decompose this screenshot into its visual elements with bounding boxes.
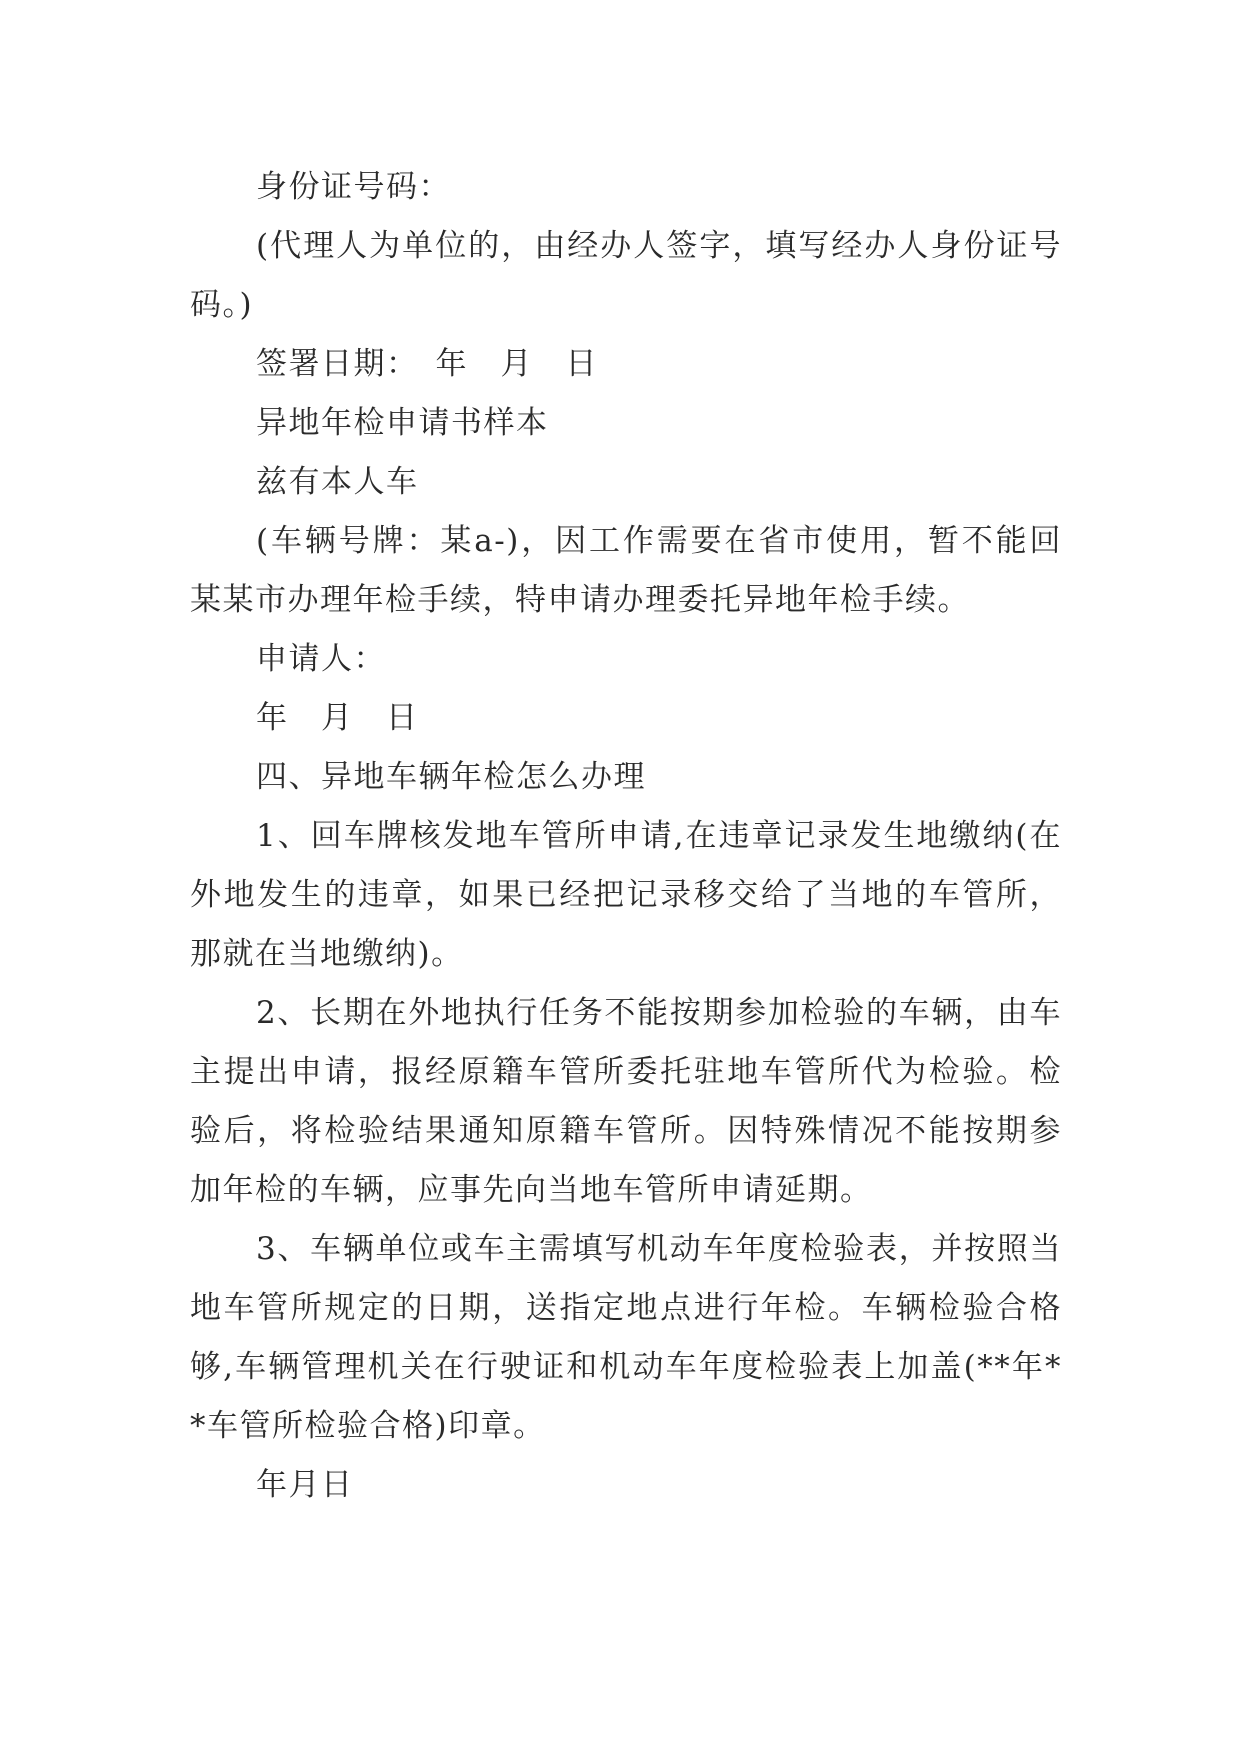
paragraph-request-body: (车辆号牌：某a-)，因工作需要在省市使用，暂不能回某某市办理年检手续，特申请办理委托异地年检手续。: [190, 523, 1062, 618]
paragraph-applicant: 申请人：: [256, 641, 386, 677]
paragraph-sign-date: 签署日期： 年 月 日: [256, 346, 598, 382]
paragraph-agent-note: (代理人为单位的，由经办人签字，填写经办人身份证号码。): [190, 228, 1062, 323]
document-body: [190, 158, 1062, 1515]
paragraph-sample-title: 异地年检申请书样本: [256, 405, 549, 441]
paragraph-owner-car: 兹有本人车: [256, 464, 419, 500]
paragraph-step-1: 1、回车牌核发地车管所申请,在违章记录发生地缴纳(在外地发生的违章，如果已经把记录移交给了当地的车管所，那就在当地缴纳)。: [190, 818, 1062, 972]
section-heading-4: 四、异地车辆年检怎么办理: [256, 759, 646, 795]
paragraph-id-number: 身份证号码：: [256, 169, 451, 205]
paragraph-date: 年 月 日: [256, 700, 419, 736]
paragraph-final-date: 年月日: [256, 1467, 354, 1503]
paragraph-step-3: 3、车辆单位或车主需填写机动车年度检验表，并按照当地车管所规定的日期，送指定地点进行年检。车辆检验合格够,车辆管理机关在行驶证和机动车年度检验表上加盖(**年**车管所检验合格)印章。: [190, 1231, 1062, 1444]
paragraph-step-2: 2、长期在外地执行任务不能按期参加检验的车辆，由车主提出申请，报经原籍车管所委托驻地车管所代为检验。检验后，将检验结果通知原籍车管所。因特殊情况不能按期参加年检的车辆，应事先向当地车管所申请延期。: [190, 995, 1062, 1208]
